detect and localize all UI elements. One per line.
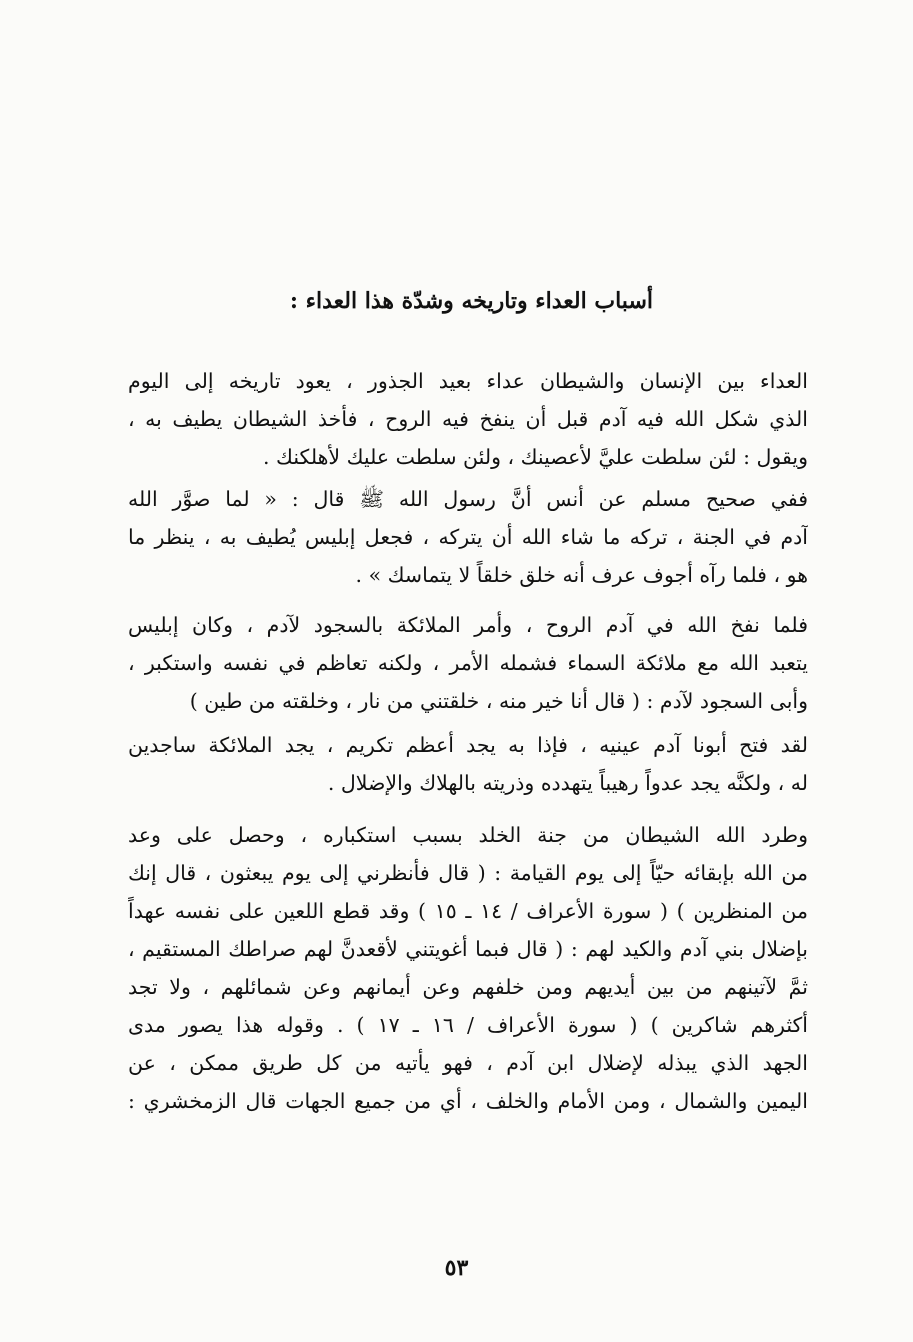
text-line: ثمَّ لآتينهم من بين أيديهم ومن خلفهم وعن أيمانهم وعن شمائلهم ، ولا تجد: [128, 975, 808, 999]
text-line: الجهد الذي يبذله لإضلال ابن آدم ، فهو يأتيه من كل طريق ممكن ، عن: [128, 1051, 808, 1075]
text-line: ويقول : لئن سلطت عليَّ لأعصينك ، ولئن سلطت عليك لأهلكنك .: [263, 445, 808, 469]
page-number: ٥٣: [444, 1255, 469, 1281]
text-line: فلما نفخ الله في آدم الروح ، وأمر الملائكة بالسجود لآدم ، وكان إبليس: [128, 613, 808, 637]
text-line: وطرد الله الشيطان من جنة الخلد بسبب استكباره ، وحصل على وعد: [128, 823, 808, 847]
section-heading: أسباب العداء وتاريخه وشدّة هذا العداء :: [289, 288, 653, 314]
text-line: ففي صحيح مسلم عن أنس أنَّ رسول الله ﷺ قال : « لما صوَّر الله: [128, 487, 808, 511]
text-line: آدم في الجنة ، تركه ما شاء الله أن يتركه ، فجعل إبليس يُطيف به ، ينظر ما: [128, 525, 808, 549]
text-line: الذي شكل الله فيه آدم قبل أن ينفخ فيه الروح ، فأخذ الشيطان يطيف به ،: [128, 407, 808, 431]
text-line: العداء بين الإنسان والشيطان عداء بعيد الجذور ، يعود تاريخه إلى اليوم: [128, 369, 808, 393]
paragraph: [128, 480, 808, 594]
body-text: [128, 362, 808, 1120]
paragraph: [128, 726, 808, 802]
text-line: وأبى السجود لآدم : ( قال أنا خير منه ، خلقتني من نار ، وخلقته من طين ): [189, 689, 808, 713]
text-line: لقد فتح أبونا آدم عينيه ، فإذا به يجد أعظم تكريم ، يجد الملائكة ساجدين: [128, 733, 808, 757]
text-line: أكثرهم شاكرين ) ( سورة الأعراف / ١٦ ـ ١٧ ) . وقوله هذا يصور مدى: [128, 1013, 808, 1037]
text-line: اليمين والشمال ، ومن الأمام والخلف ، أي من جميع الجهات قال الزمخشري :: [128, 1089, 808, 1113]
text-line: بإضلال بني آدم والكيد لهم : ( قال فبما أغويتني لأقعدنَّ لهم صراطك المستقيم ،: [128, 937, 808, 961]
paragraph: [128, 816, 808, 1120]
paragraph: [128, 606, 808, 720]
text-line: هو ، فلما رآه أجوف عرف أنه خلق خلقاً لا يتماسك » .: [355, 563, 808, 587]
text-line: من المنظرين ) ( سورة الأعراف / ١٤ ـ ١٥ ) وقد قطع اللعين على نفسه عهداً: [128, 899, 808, 923]
text-line: له ، ولكنَّه يجد عدواً رهيباً يتهدده وذريته بالهلاك والإضلال .: [327, 771, 808, 795]
text-line: من الله بإبقائه حيّاً إلى يوم القيامة : ( قال فأنظرني إلى يوم يبعثون ، قال إنك: [128, 861, 808, 885]
paragraph: [128, 362, 808, 476]
text-line: يتعبد الله مع ملائكة السماء فشمله الأمر ، ولكنه تعاظم في نفسه واستكبر ،: [128, 651, 808, 675]
